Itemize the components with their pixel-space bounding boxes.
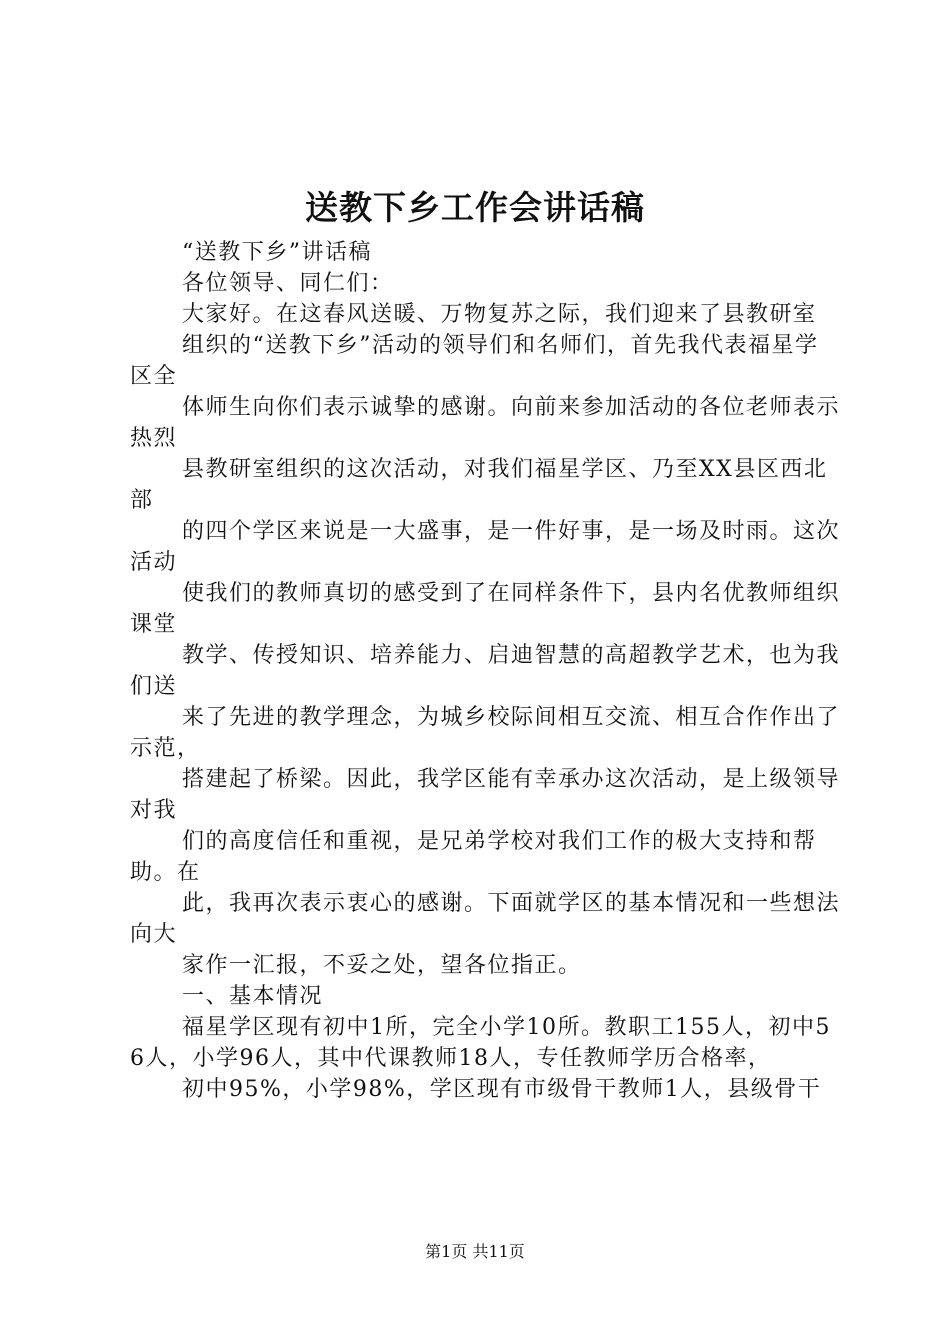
document-body <box>130 237 840 1105</box>
paragraph: 体师生向你们表示诚挚的感谢。向前来参加活动的各位老师表示热烈 <box>130 395 841 451</box>
paragraph: 县教研室组织的这次活动，对我们福星学区、乃至XX县区西北部 <box>130 457 828 513</box>
paragraph: 各位领导、同仁们： <box>182 271 394 296</box>
paragraph: 来了先进的教学理念，为城乡校际间相互交流、相互合作作出了示范， <box>130 705 841 761</box>
page-number-footer: 第1页 共11页 <box>425 1242 525 1261</box>
paragraph: 此，我再次表示衷心的感谢。下面就学区的基本情况和一些想法向大 <box>130 891 841 947</box>
paragraph: 初中95%，小学98%，学区现有市级骨干教师1人，县级骨干 <box>182 1077 822 1102</box>
paragraph: 家作一汇报，不妥之处，望各位指正。 <box>182 953 582 978</box>
paragraph: “送教下乡”讲话稿 <box>182 240 372 265</box>
paragraph: 搭建起了桥梁。因此，我学区能有幸承办这次活动，是上级领导对我 <box>130 767 841 823</box>
paragraph: 教学、传授知识、培养能力、启迪智慧的高超教学艺术，也为我们送 <box>130 643 841 699</box>
paragraph: 大家好。在这春风送暖、万物复苏之际，我们迎来了县教研室 <box>182 302 817 327</box>
document-title: 送教下乡工作会讲话稿 <box>305 188 645 227</box>
section-heading: 一、基本情况 <box>182 984 324 1009</box>
paragraph: 的四个学区来说是一大盛事，是一件好事，是一场及时雨。这次活动 <box>130 519 841 575</box>
paragraph: 福星学区现有初中1所，完全小学10所。教职工155人，初中56人，小学96人，其中代课教师18人，专任教师学历合格率， <box>130 1015 831 1071</box>
paragraph: 使我们的教师真切的感受到了在同样条件下，县内名优教师组织课堂 <box>130 581 841 637</box>
paragraph: 们的高度信任和重视，是兄弟学校对我们工作的极大支持和帮助。在 <box>130 829 817 885</box>
paragraph: 组织的“送教下乡”活动的领导们和名师们，首先我代表福星学区全 <box>130 333 819 389</box>
